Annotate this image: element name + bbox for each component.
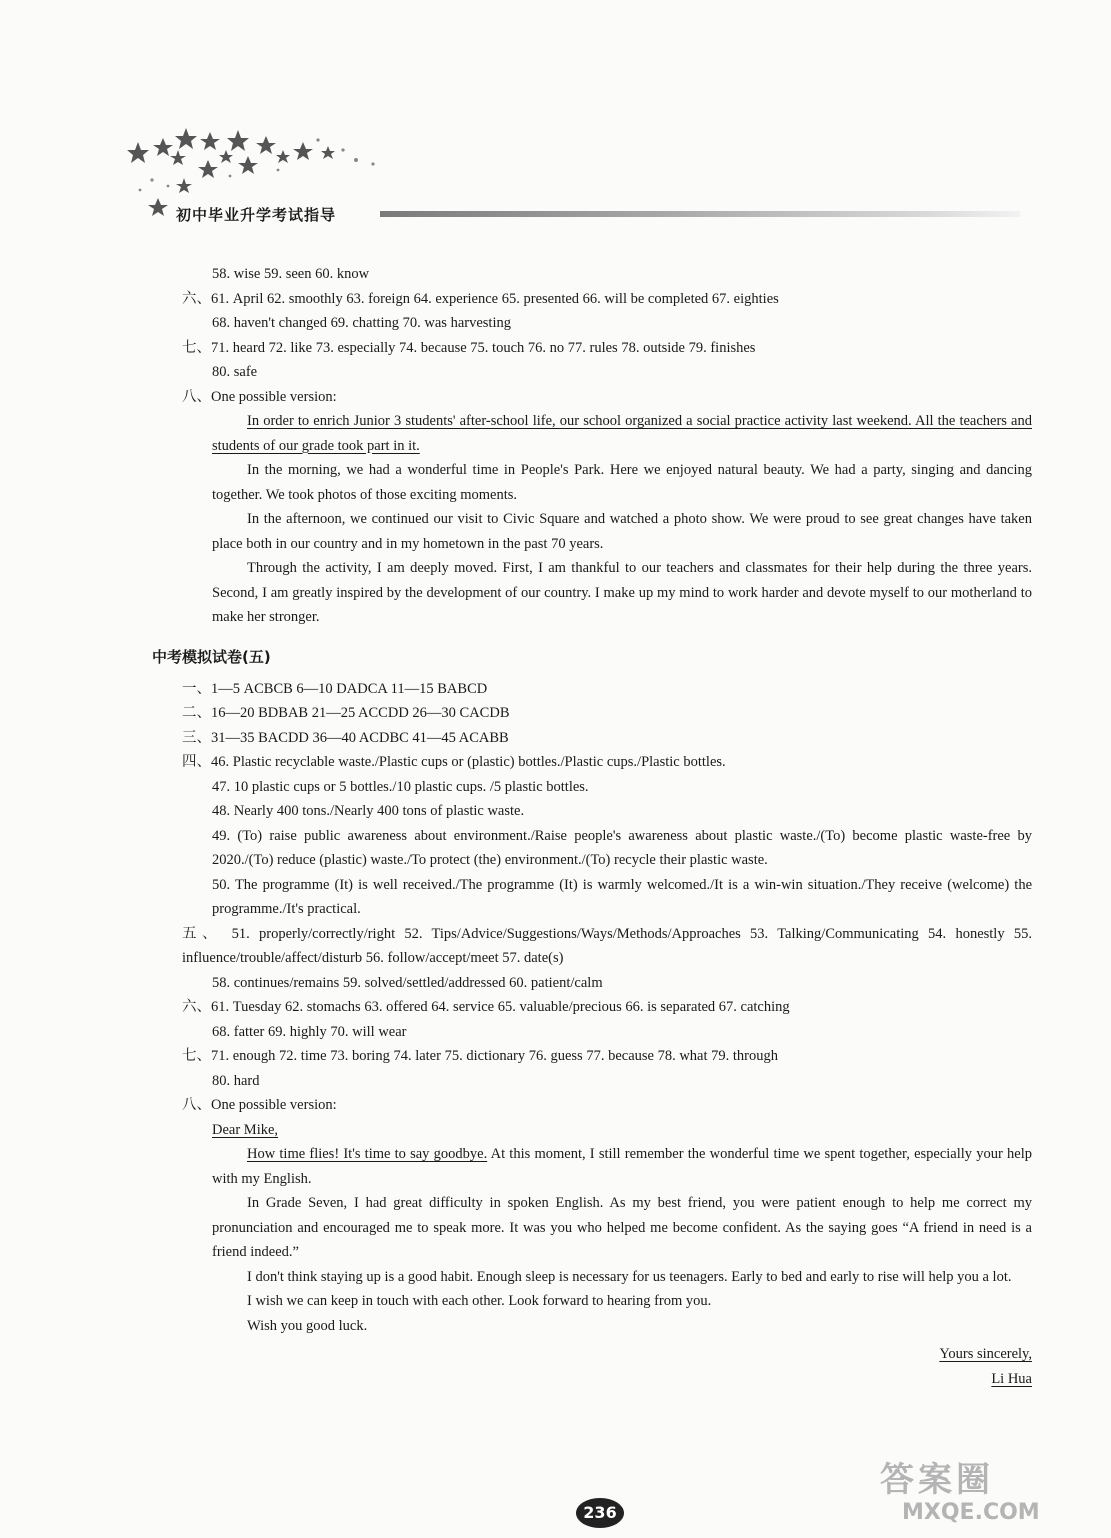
letter-paragraph-4 <box>212 1289 1032 1314</box>
header-title: 初中毕业升学考试指导 <box>176 206 337 224</box>
essay-paragraph-3-text: In the afternoon, we continued our visit to Civic Square and watched a photo show. We were proud to see great changes have taken place both in our country and in my hometown in the past 70 years. <box>212 511 1032 552</box>
site-watermark <box>880 1460 1100 1530</box>
answer-line-68b: 68. fatter 69. highly 70. will wear <box>212 1023 407 1040</box>
answer-line-46: 四、46. Plastic recyclable waste./Plastic cups or (plastic) bottles./Plastic cups./Plastic bottles. <box>182 754 726 770</box>
letter-paragraph-1-underlined: How time flies! It's time to say goodbye. <box>247 1146 488 1162</box>
answer-line-80: 80. safe <box>212 364 258 380</box>
header-divider-bar <box>380 211 1020 217</box>
essay-paragraph-2 <box>212 458 1032 507</box>
answer-line-1-15: 一、1—5 ACBCB 6—10 DADCA 11—15 BABCD <box>182 680 488 697</box>
answer-line-71: 七、71. heard 72. like 73. especially 74. because 75. touch 76. no 77. rules 78. outside 79. finishes <box>182 339 756 356</box>
letter-paragraph-5 <box>212 1314 1032 1339</box>
answer-content <box>152 262 1032 1391</box>
letter <box>182 1118 1032 1392</box>
letter-paragraph-1 <box>212 1142 1032 1191</box>
letter-closing: Yours sincerely, <box>939 1346 1032 1362</box>
letter-paragraph-3 <box>212 1265 1032 1290</box>
essay-paragraph-2-text: In the morning, we had a wonderful time in People's Park. Here we enjoyed natural beauty. We had a party, singing and dancing together. We took photos of those exciting moments. <box>212 462 1032 503</box>
letter-paragraph-1-text: At this moment, I still remember the wonderful time we spent together, especially your help with my English. <box>212 1146 1032 1187</box>
answer-line-50: 50. The programme (It) is well received./The programme (It) is warmly welcomed./It is a win-win situation./They receive (welcome) the programme./It's practical. <box>212 876 1032 917</box>
answer-line-48: 48. Nearly 400 tons./Nearly 400 tons of plastic waste. <box>212 803 525 819</box>
letter-salutation: Dear Mike, <box>212 1121 279 1138</box>
watermark-en: MXQE.COM <box>902 1500 1040 1525</box>
answer-line-71b: 七、71. enough 72. time 73. boring 74. later 75. dictionary 76. guess 77. because 78. what 79. through <box>182 1048 779 1064</box>
section-title: 中考模拟试卷(五) <box>152 647 271 666</box>
letter-heading: 八、One possible version: <box>182 1097 337 1113</box>
answer-line-31-45: 三、31—35 BACDD 36—40 ACDBC 41—45 ACABB <box>182 729 509 746</box>
answer-line-58b: 58. continues/remains 59. solved/settled/addressed 60. patient/calm <box>212 974 603 991</box>
answer-line-80b: 80. hard <box>212 1072 260 1089</box>
writing-heading: 八、One possible version: <box>182 388 337 405</box>
answer-line-68: 68. haven't changed 69. chatting 70. was harvesting <box>212 315 511 331</box>
answer-line-61b: 六、61. Tuesday 62. stomachs 63. offered 64. service 65. valuable/precious 66. is separated 67. catching <box>182 999 790 1015</box>
essay-paragraph-3 <box>212 507 1032 556</box>
answer-line-47: 47. 10 plastic cups or 5 bottles./10 plastic cups. /5 plastic bottles. <box>212 778 589 795</box>
watermark-cn: 答案圈 <box>880 1460 994 1500</box>
answer-line-16-30: 二、16—20 BDBAB 21—25 ACCDD 26—30 CACDB <box>182 705 510 721</box>
page-header <box>118 120 1018 230</box>
essay-paragraph-4 <box>212 556 1032 630</box>
letter-paragraph-4-text: I wish we can keep in touch with each other. Look forward to hearing from you. <box>247 1293 712 1309</box>
answer-line-61: 六、61. April 62. smoothly 63. foreign 64. experience 65. presented 66. will be completed 67. eighties <box>182 290 779 307</box>
answer-line-51: 五、 51. properly/correctly/right 52. Tips/Advice/Suggestions/Ways/Methods/Approaches 53. Talking/Communicating 54. honestly 55. influence/trouble/affect/disturb 56. follow/accept/meet 57. date(s) <box>182 925 1032 966</box>
essay <box>182 409 1032 630</box>
page-number: 236 <box>576 1498 624 1528</box>
letter-paragraph-5-text: Wish you good luck. <box>247 1317 368 1334</box>
answer-line-49: 49. (To) raise public awareness about environment./Raise people's awareness about plastic waste./(To) become plastic waste-free by 2020./(To) reduce (plastic) waste./To protect (the) environment./(To) recycle their plastic waste. <box>212 827 1032 868</box>
answer-line-58: 58. wise 59. seen 60. know <box>212 266 370 282</box>
essay-paragraph-4-text: Through the activity, I am deeply moved. First, I am thankful to our teachers and classmates for their help during the three years. Second, I am greatly inspired by the development of our country. I make up my mind to work harder and devote myself to our motherland to make her stronger. <box>212 560 1032 625</box>
letter-paragraph-2-text: In Grade Seven, I had great difficulty in spoken English. As my best friend, you were patient enough to help me correct my pronunciation and encouraged me to speak more. It was you who helped me become confident. As the saying goes “A friend in need is a friend indeed.” <box>212 1195 1032 1260</box>
essay-paragraph-1 <box>212 409 1032 458</box>
letter-paragraph-2 <box>212 1191 1032 1265</box>
essay-paragraph-1-text: In order to enrich Junior 3 students' after-school life, our school organized a social practice activity last weekend. All the teachers and students of our grade took part in it. <box>212 413 1032 454</box>
letter-paragraph-3-text: I don't think staying up is a good habit. Enough sleep is necessary for us teenagers. Early to bed and early to rise will help you a lot. <box>247 1268 1012 1285</box>
letter-signature: Li Hua <box>991 1370 1032 1387</box>
